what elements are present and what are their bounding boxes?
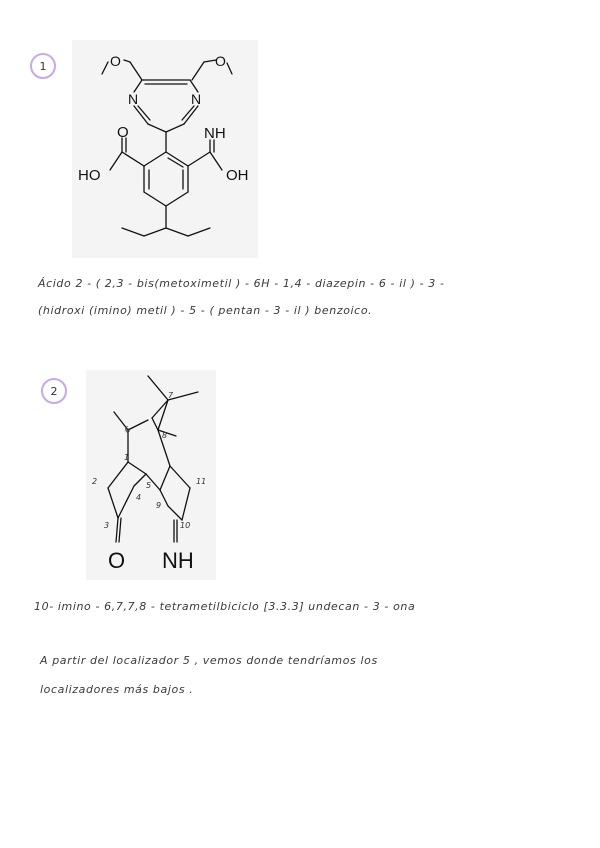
locant-10: 10 [180, 521, 191, 530]
compound-1-name-line-1: Ácido 2 - ( 2,3 - bis(metoximetil ) - 6H - 1,4 - diazepin - 6 - il ) - 3 - [38, 277, 445, 290]
nitrogen-left-label: N [128, 91, 139, 107]
locant-6: 6 [123, 424, 132, 436]
ether-oxygen-right-label: O [215, 53, 226, 69]
exercise-number: 1 [39, 59, 47, 73]
note-line-2: localizadores más bajos . [40, 683, 194, 696]
locant-8: 8 [162, 431, 168, 440]
exercise-number-badge [30, 53, 56, 79]
ketone-oxygen-label: O [108, 548, 126, 573]
compound-1-name-line-2: (hidroxi (imino) metil ) - 5 - ( pentan - 3 - il ) benzoico. [38, 304, 373, 317]
locant-1: 1 [124, 453, 130, 462]
locant-7: 7 [168, 391, 174, 400]
hydroxy-left-label: HO [78, 167, 101, 184]
structure-2-image [86, 370, 216, 580]
exercise-number-badge [41, 378, 67, 404]
exercise-number: 2 [50, 384, 58, 398]
imino-nh-label: NH [204, 125, 226, 142]
compound-2-name: 10- imino - 6,7,7,8 - tetrametilbiciclo [3.3.3] undecan - 3 - ona [34, 600, 416, 613]
structure-2-drawing [86, 370, 216, 580]
structure-1-drawing [72, 40, 258, 258]
note-line-1: A partir del localizador 5 , vemos donde tendríamos los [40, 654, 378, 667]
hydroxy-right-label: OH [226, 167, 249, 184]
nitrogen-right-label: N [191, 91, 202, 107]
structure-1-image [72, 40, 258, 258]
locant-11: 11 [196, 477, 207, 486]
locant-4: 4 [136, 493, 142, 502]
ether-oxygen-left-label: O [110, 53, 121, 69]
locant-2: 2 [92, 477, 98, 486]
locant-9: 9 [156, 501, 162, 510]
locant-3: 3 [104, 521, 110, 530]
carbonyl-oxygen-label: O [117, 124, 129, 141]
locant-5: 5 [146, 481, 152, 490]
imino-nh-label: NH [162, 548, 194, 573]
